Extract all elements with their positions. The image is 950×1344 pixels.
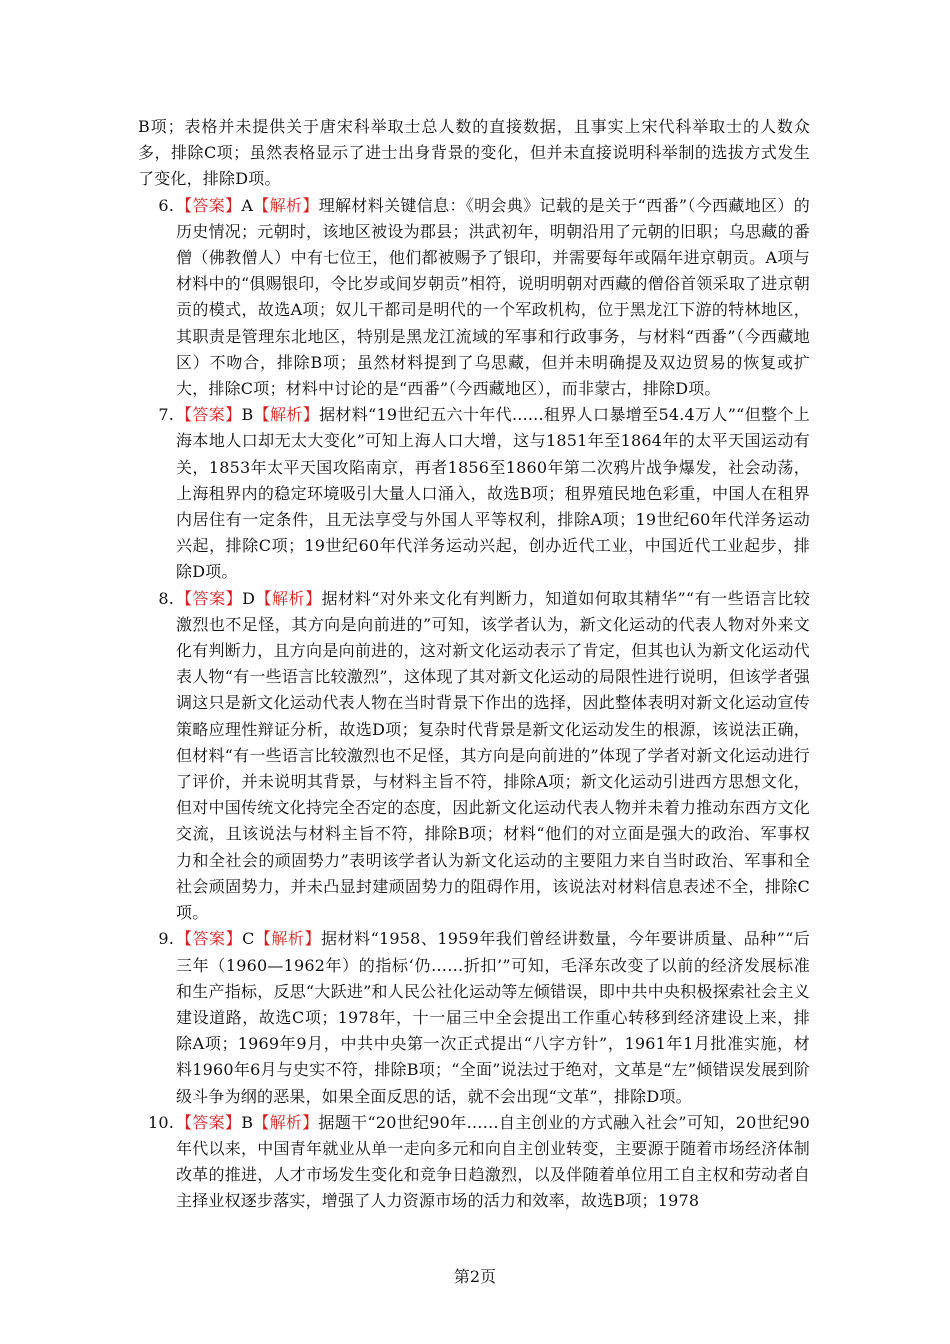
page-content	[138, 114, 810, 1215]
answer-letter: C	[242, 929, 255, 949]
analysis-text: 理解材料关键信息：《明会典》记载的是关于“西番”（今西藏地区）的历史情况；元朝时，该地区被设为郡县；洪武初年，明朝沿用了元朝的旧职；乌思藏的番僧（佛教僧人）中有七位王，他们都被赐予了银印，并需要每年或隔年进京朝贡。A项与材料中的“俱赐银印，令比岁或间岁朝贡”相符，说明明朝对西藏的僧俗首领采取了进京朝贡的模式，故选A项；奴儿干都司是明代的一个军政机构，位于黑龙江下游的特林地区，其职责是管理东北地区，特别是黑龙江流域的军事和行政事务，与材料“西番”（今西藏地区）不吻合，排除B项；虽然材料提到了乌思藏，但并未明确提及双边贸易的恢复或扩大，排除C项；材料中讨论的是“西番”（今西藏地区），而非蒙古，排除D项。	[176, 195, 810, 399]
page-number: 第2页	[453, 1267, 497, 1286]
analysis-text: 据材料“对外来文化有判断力，知道如何取其精华”“有一些语言比较激烈也不足怪，其方向是向前进的”可知，该学者认为，新文化运动的代表人物对外来文化有判断力，且方向是向前进的，这对新文化运动表示了肯定，但其也认为新文化运动代表人物“有一些语言比较激烈”，这体现了其对新文化运动的局限性进行说明，但该学者强调这只是新文化运动代表人物在当时背景下作出的选择，因此整体表明对新文化运动宣传策略应理性辩证分析，故选D项；复杂时代背景是新文化运动发生的根源，该说法正确，但材料“有一些语言比较激烈也不足怪，其方向是向前进的”体现了学者对新文化运动进行了评价，并未说明其背景，与材料主旨不符，排除A项；新文化运动引进西方思想文化，但对中国传统文化持完全否定的态度，因此新文化运动代表人物并未着力推动东西方文化交流，且该说法与材料主旨不符，排除B项；材料“他们的对立面是强大的政治、军事权力和全社会的顽固势力”表明该学者认为新文化运动的主要阻力来自当时政治、军事和全社会顽固势力，并未凸显封建顽固势力的阻碍作用，该说法对材料信息表述不全，排除C项。	[176, 588, 810, 923]
item-number: 7.	[158, 405, 174, 425]
analysis-text: 据材料“19世纪五六十年代......租界人口暴增至54.4万人”“但整个上海本地人口却无太大变化”可知上海人口大增，这与1851年至1864年的太平天国运动有关，1853年太平天国攻陷南京，再者1856至1860年第二次鸦片战争爆发，社会动荡，上海租界内的稳定环境吸引大量人口涌入，故选B项；租界殖民地色彩重，中国人在租界内居住有一定条件，且无法享受与外国人平等权利，排除A项；19世纪60年代洋务运动兴起，排除C项；19世纪60年代洋务运动兴起，创办近代工业，中国近代工业起步，排除D项。	[176, 405, 810, 582]
item-number: 6.	[158, 195, 174, 215]
answer-tag: 【答案】	[176, 588, 243, 608]
analysis-tag: 【解析】	[254, 929, 322, 949]
answer-letter: B	[241, 1112, 254, 1132]
list-item	[138, 926, 810, 1109]
answer-letter: B	[241, 405, 254, 425]
list-item	[138, 586, 810, 927]
page-footer	[0, 1264, 950, 1287]
answer-letter: A	[241, 195, 254, 215]
list-item	[138, 402, 810, 585]
list-item	[138, 1110, 810, 1215]
list-item	[138, 193, 810, 403]
item-number: 8.	[158, 588, 174, 608]
analysis-tag: 【解析】	[253, 405, 320, 425]
answer-letter: D	[242, 588, 256, 608]
analysis-tag: 【解析】	[253, 195, 319, 215]
analysis-text: 据材料“1958、1959年我们曾经讲数量，今年要讲质量、品种”“后三年（1960—1962年）的指标‘仍……折扣’”可知，毛泽东改变了以前的经济发展标准和生产指标，反思“大跃进”和人民公社化运动等左倾错误，即中共中央积极探索社会主义建设道路，故选C项；1978年，十一届三中全会提出工作重心转移到经济建设上来，排除A项；1969年9月，中共中央第一次正式提出“八字方针”，1961年1月批准实施，材料1960年6月与史实不符，排除B项；“全面”说法过于绝对，文革是“左”倾错误发展到阶级斗争为纲的恶果，如果全面反思的话，就不会出现“文革”，排除D项。	[176, 929, 811, 1106]
answer-tag: 【答案】	[176, 1112, 242, 1132]
analysis-tag: 【解析】	[255, 588, 322, 608]
analysis-tag: 【解析】	[253, 1112, 319, 1132]
item-number: 9.	[158, 929, 174, 949]
answer-tag: 【答案】	[176, 195, 242, 215]
continuation-paragraph: B项；表格并未提供关于唐宋科举取士总人数的直接数据，且事实上宋代科举取士的人数众多，排除C项；虽然表格显示了进士出身背景的变化，但并未直接说明科举制的选拔方式发生了变化，排除D项。	[138, 117, 810, 189]
answer-tag: 【答案】	[176, 405, 242, 425]
analysis-text: 据题干“20世纪90年……自主创业的方式融入社会”可知，20世纪90年代以来，中国青年就业从单一走向多元和向自主创业转变，主要源于随着市场经济体制改革的推进，人才市场发生变化和竞争日趋激烈，以及伴随着单位用工自主权和劳动者自主择业权逐步落实，增强了人力资源市场的活力和效率，故选B项；1978	[176, 1112, 810, 1211]
answer-tag: 【答案】	[176, 929, 243, 949]
answer-list	[138, 193, 810, 1215]
item-number: 10.	[147, 1112, 174, 1132]
